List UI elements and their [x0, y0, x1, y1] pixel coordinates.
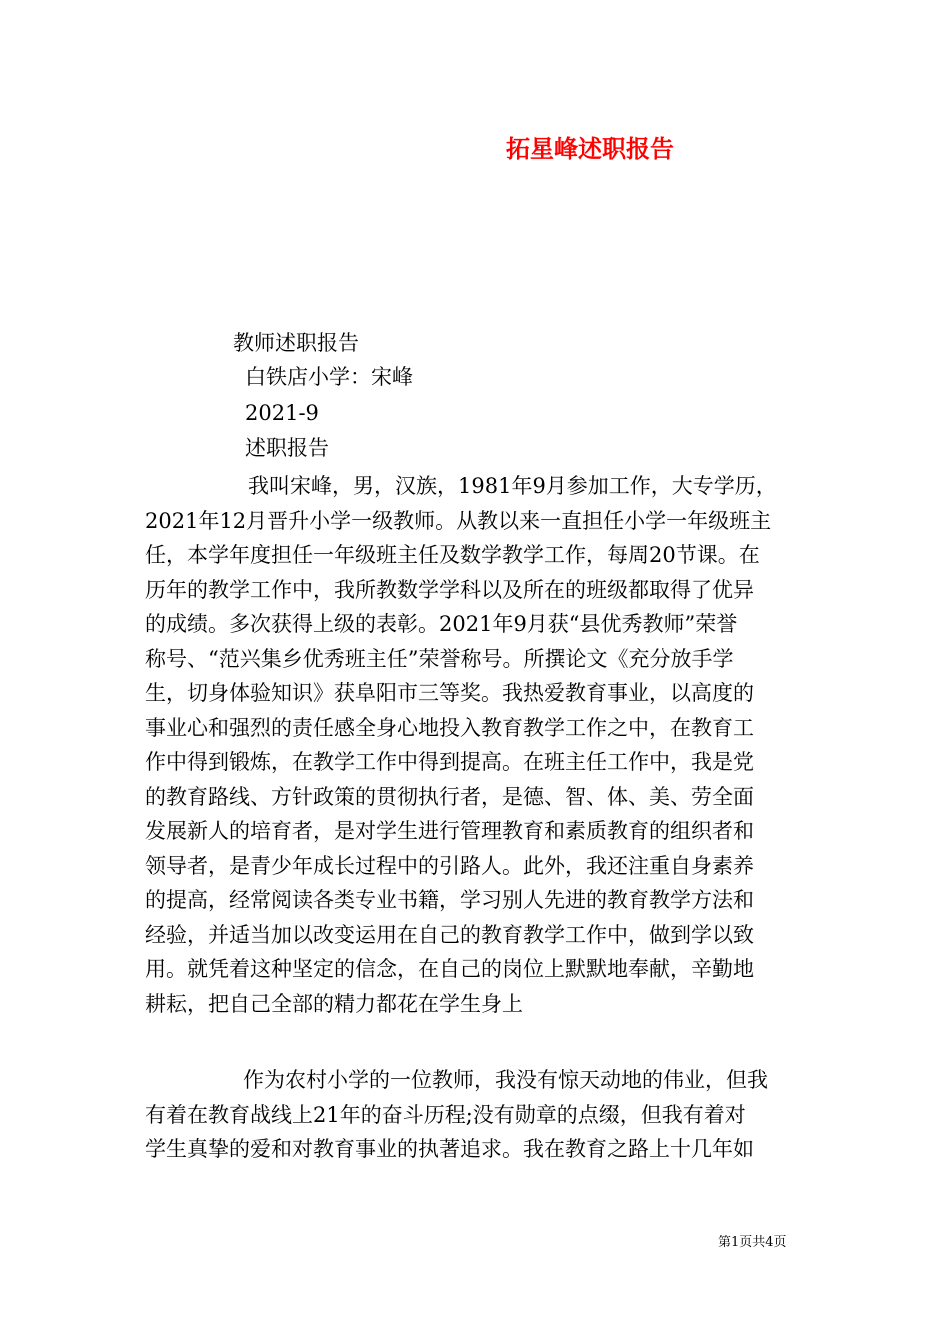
paragraph-1-line: 任，本学年度担任一年级班主任及数学教学工作，每周20节课。在 — [145, 543, 760, 567]
heading-line-1: 教师述职报告 — [233, 331, 359, 355]
paragraph-1-line: 的提高，经常阅读各类专业书籍，学习别人先进的教育教学方法和 — [145, 888, 754, 912]
paragraph-1-line: 2021年12月晋升小学一级教师。从教以来一直担任小学一年级班主 — [145, 508, 772, 533]
paragraph-2 — [145, 1063, 815, 1167]
paragraph-1-line: 用。就凭着这种坚定的信念，在自己的岗位上默默地奉献，辛勤地 — [145, 957, 754, 981]
paragraph-1-line: 的教育路线、方针政策的贯彻执行者，是德、智、体、美、劳全面 — [145, 784, 754, 809]
paragraph-1-line: 发展新人的培育者，是对学生进行管理教育和素质教育的组织者和 — [145, 819, 754, 843]
document-title: 拓星峰述职报告 — [506, 134, 674, 163]
paragraph-1-line: 领导者，是青少年成长过程中的引路人。此外，我还注重自身素养 — [145, 853, 754, 878]
paragraph-1-line: 历年的教学工作中，我所教数学学科以及所在的班级都取得了优异 — [145, 577, 754, 602]
paragraph-1 — [145, 469, 815, 1021]
paragraph-1-line: 作中得到锻炼，在教学工作中得到提高。在班主任工作中，我是党 — [145, 750, 754, 774]
heading-line-2: 白铁店小学：宋峰 — [245, 365, 413, 389]
paragraph-1-line: 事业心和强烈的责任感全身心地投入教育教学工作之中，在教育工 — [145, 715, 754, 740]
page-number-footer: 第1页共4页 — [718, 1235, 787, 1250]
paragraph-2-line: 作为农村小学的一位教师，我没有惊天动地的伟业，但我 — [243, 1068, 768, 1092]
paragraph-1-line: 经验，并适当加以改变运用在自己的教育教学工作中，做到学以致 — [145, 922, 754, 947]
paragraph-1-line: 的成绩。多次获得上级的表彰。2021年9月获“县优秀教师”荣誉 — [145, 612, 738, 636]
heading-line-4: 述职报告 — [245, 436, 329, 460]
paragraph-1-line: 耕耘，把自己全部的精力都花在学生身上 — [145, 991, 523, 1016]
paragraph-2-line: 学生真挚的爱和对教育事业的执著追求。我在教育之路上十几年如 — [145, 1137, 754, 1161]
heading-line-3: 2021-9 — [245, 401, 319, 425]
paragraph-1-line: 我叫宋峰，男，汉族，1981年9月参加工作，大专学历， — [248, 474, 777, 498]
paragraph-2-line: 有着在教育战线上21年的奋斗历程;没有勋章的点缀，但我有着对 — [145, 1102, 746, 1127]
paragraph-1-line: 称号、“范兴集乡优秀班主任”荣誉称号。所撰论文《充分放手学 — [145, 646, 734, 671]
paragraph-1-line: 生，切身体验知识》获阜阳市三等奖。我热爱教育事业，以高度的 — [145, 681, 754, 705]
